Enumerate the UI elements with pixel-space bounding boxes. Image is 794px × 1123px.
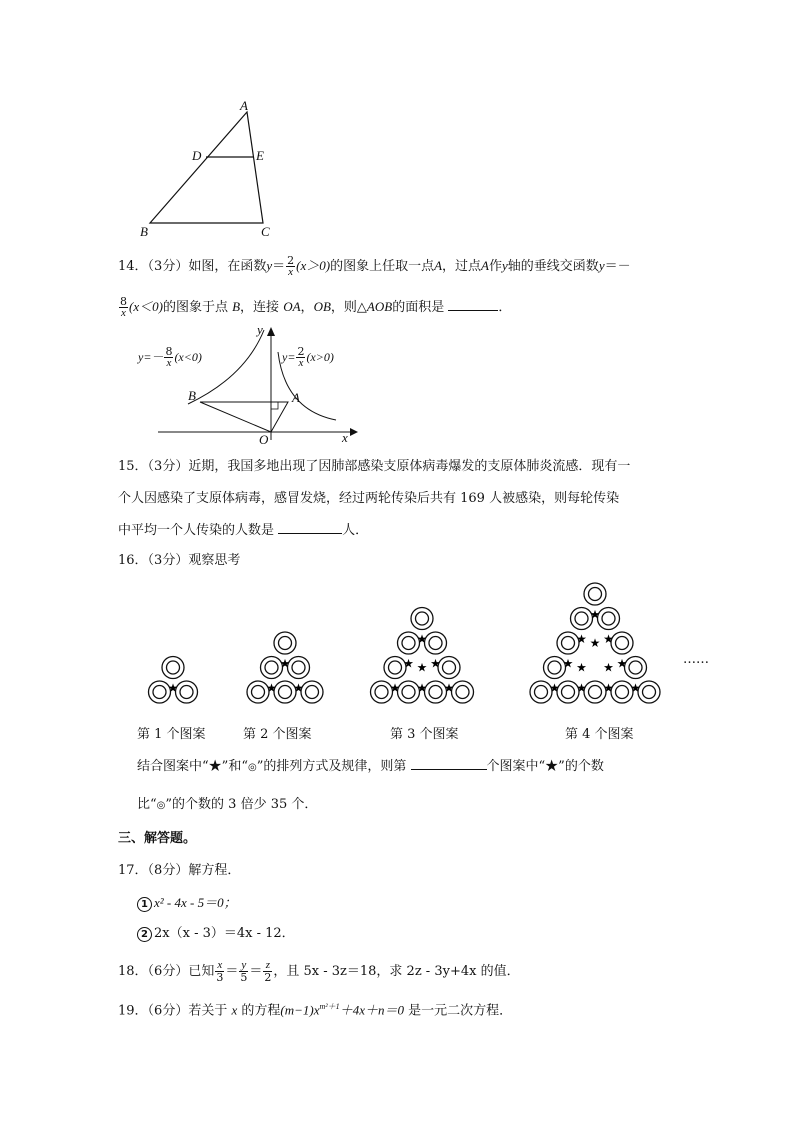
fraction-2-over-x: $\frac{2}{x}$ [287,254,295,278]
ring-icon: ◎ [247,762,257,773]
y-axis-arrow [267,327,275,336]
star-icon: ★ [589,607,601,622]
star-icon: ★ [616,656,628,671]
star-icon: ★ [416,681,428,695]
star-icon: ★ [167,681,179,695]
triangle-aob [200,402,288,432]
label-d: D [192,148,202,163]
star-icon: ★ [416,660,428,675]
star-icon: ★ [603,632,614,646]
ring-icon [598,608,620,630]
ring-icon [274,632,296,654]
star-icon: ★ [576,632,587,646]
star-icon: ★ [403,656,414,671]
graph-point-b: B [188,388,196,403]
answer-blank-q15[interactable] [278,521,342,534]
q17-title: 17．（8分）解方程． [118,863,241,878]
q14-line1: 14．（3分）如图，在函数y＝ $\frac{2}{x}$ (x＞0)的图象上任取一点A，过点A作y轴的垂线交函数y＝－ [118,254,631,278]
triangle-figure [130,95,290,245]
section-3-title: 三、解答题。 [118,831,197,846]
star-icon: ★ [603,660,614,675]
star-icon: ★ [430,656,441,671]
caption-pattern-4: 第 4 个图案 [565,727,634,742]
label-c: C [261,224,270,239]
q17-eq1: 1 x² - 4x - 5＝0； [137,894,237,913]
graph-axis-y-label: y [257,322,263,337]
star-icon: ★ [545,759,559,774]
star-icon: ★ [266,681,277,695]
ring-icon [411,608,433,630]
ring-icon [438,657,460,679]
x-axis-arrow [350,428,358,436]
label-e: E [256,148,264,163]
star-icon: ★ [208,759,222,774]
star-icon: ★ [549,681,560,695]
graph-origin-o: O [259,432,269,447]
star-icon: ★ [576,681,587,695]
graph-left-label: y=－ $\frac{8}{x}$ (x<0) [138,345,202,369]
q17-eq2: 2 2x（x - 3）＝4x - 12． [137,925,295,943]
answer-blank-q14[interactable] [448,298,498,311]
pattern-figures [130,570,720,710]
star-icon: ★ [603,681,614,695]
ring-icon [452,681,474,703]
star-icon: ★ [576,660,587,675]
label-b: B [140,224,148,239]
star-icon: ★ [630,681,641,695]
star-icon: ★ [416,632,428,646]
caption-pattern-2: 第 2 个图案 [243,727,312,742]
star-icon: ★ [293,681,304,695]
ring-icon [162,657,184,679]
star-icon: ★ [443,681,455,695]
q18-line: 18．（6分）已知 $\frac{x}{3}$ ＝ $\frac{y}{5}$ ＝ $\frac{z}{2}$ ，且 5x - 3z＝18，求 2z - 3y+4x 的值． [118,959,520,984]
q19-line: 19．（6分）若关于 x 的方程$(m-1)x^{m^2+1}+4x+n=0$ 是一元二次方程． [118,1002,513,1019]
q14-line2: $\frac{8}{x}$ (x＜0)的图象于点 B，连接 OA，OB，则△AOB的面积是 ． [120,295,512,319]
q16-title: 16．（3分）观察思考 [118,553,241,568]
star-icon: ★ [589,636,601,650]
q15-line3: 中平均一个人传染的人数是 人． [118,523,369,538]
q16-line1: 结合图案中“★”和“◎”的排列方式及规律，则第 个图案中“★”的个数 [137,759,604,774]
fraction-8-over-x: $\frac{8}{x}$ [120,295,127,319]
ring-icon [288,657,310,679]
star-icon: ★ [562,656,574,671]
ring-icon [584,583,606,605]
graph-point-a: A [292,390,300,405]
circled-number-1: 1 [137,897,152,912]
hyperbola-graph [150,322,370,447]
q15-line1: 15．（3分）近期，我国多地出现了因肺部感染支原体病毒爆发的支原体肺炎流感．现有一 [118,459,631,474]
circled-number-2: 2 [137,927,152,942]
ring-icon [638,681,660,703]
q16-line2: 比“◎”的个数的 3 倍少 35 个． [137,797,318,812]
star-icon: ★ [389,681,401,695]
ring-icon [425,632,447,654]
caption-pattern-3: 第 3 个图案 [390,727,459,742]
right-angle-mark [271,402,278,409]
caption-pattern-1: 第 1 个图案 [137,727,206,742]
ring-icon [301,681,323,703]
label-a: A [240,98,248,113]
ring-icon [176,681,198,703]
graph-axis-x-label: x [342,430,348,445]
ring-icon [611,632,633,654]
star-icon: ★ [279,656,291,671]
q15-line2: 个人因感染了支原体病毒，感冒发烧，经过两轮传染后共有 169 人被感染，则每轮传染 [118,491,620,506]
triangle-abc [150,112,263,223]
graph-right-label: y= $\frac{2}{x}$ (x>0) [282,345,334,369]
answer-blank-q16[interactable] [411,757,487,770]
pattern-ellipsis: …… [683,652,709,667]
ring-icon [625,657,647,679]
ring-icon: ◎ [156,800,166,811]
